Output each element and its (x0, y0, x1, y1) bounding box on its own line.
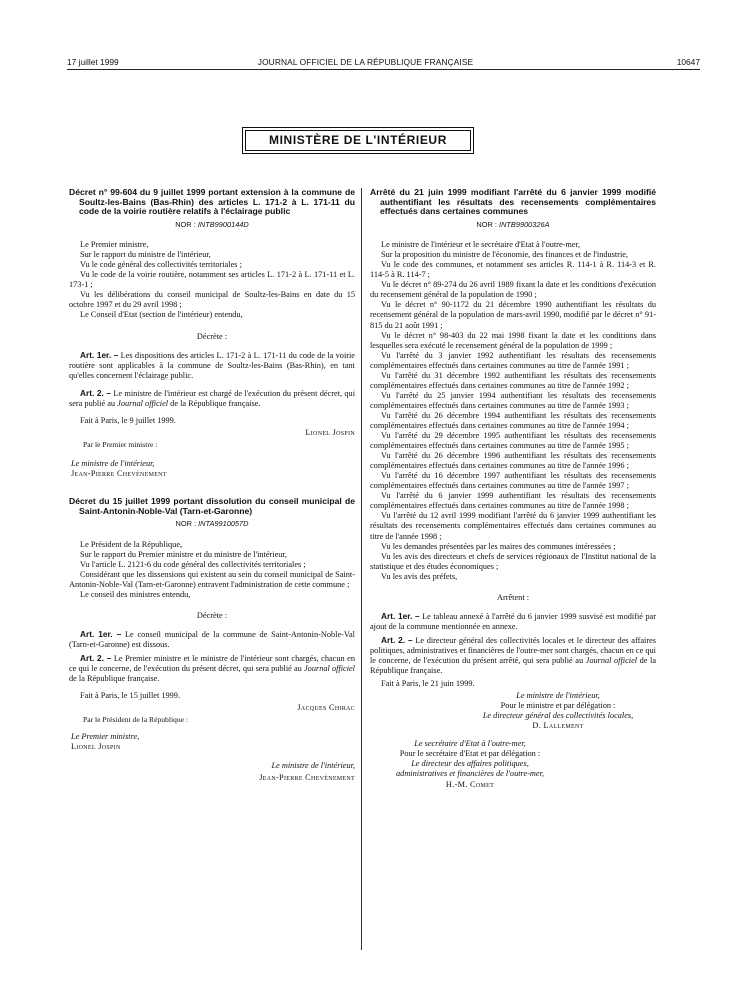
decree1-article-1: Art. 1er. – Les dispositions des articles L. 171-2 à L. 171-11 du code de la voirie routière sont applicables à la commune de Soultz-les-Bains (Bas-Rhin), en tant qu'elles concernent l'éclairage public. (69, 349, 355, 380)
arrete-visa: Vu l'arrêté du 6 janvier 1999 authentifiant les résultats des recensements complémentaires effectués dans certaines communes au titre de l'année 1998 ; (370, 491, 656, 511)
arrete-visa: Vu l'arrêté du 16 décembre 1997 authentifiant les résultats des recensements complémentaires effectués dans certaines communes au titre de l'année 1997 ; (370, 471, 656, 491)
sig1-name: D. Lallement (532, 721, 584, 731)
sig1-title: Le ministre de l'intérieur, (516, 691, 600, 701)
decree1-nor: NOR : INTB9900144D (175, 220, 249, 230)
decree1-visa: Le Conseil d'Etat (section de l'intérieur) entendu, (80, 310, 243, 320)
arrete-visa: Vu le décret n° 89-274 du 26 avril 1989 fixant la date et les conditions d'exécution du recensement général de la population de 1990 ; (370, 280, 656, 300)
arrete-visa: Le ministre de l'intérieur et le secrétaire d'Etat à l'outre-mer, (381, 240, 581, 250)
decree2-par: Par le Président de la République : (83, 715, 189, 725)
decree1-visa: Sur le rapport du ministre de l'intérieur, (80, 250, 211, 260)
decree1-visa: Vu le code de la voirie routière, notamment ses articles L. 171-2 à L. 171-11 et L. 173-1 ; (69, 270, 355, 290)
decree2-visa: Vu l'article L. 2121-6 du code général des collectivités territoriales ; (80, 559, 306, 569)
ministry-heading: MINISTÈRE DE L'INTÉRIEUR (242, 127, 474, 154)
decree2-decrete: Décrète : (196, 610, 228, 620)
arrete-visa: Vu l'arrêté du 12 avril 1999 modifiant l'arrêté du 6 janvier 1999 authentifiant les résultats des recensements complémentaires effectués dans certaines communes au titre de l'année 1998 ; (370, 511, 656, 541)
column-divider (361, 188, 362, 950)
decree2-minister-name: Jean-Pierre Chevènement (259, 773, 355, 783)
decree1-article-2: Art. 2. – Le ministre de l'intérieur est chargé de l'exécution du présent décret, qui sera publié au Journal officiel de la République française. (69, 387, 355, 408)
arrete-visa: Vu les demandes présentées par les maires des communes intéressées ; (381, 541, 616, 551)
arrete-visa: Vu l'arrêté du 31 décembre 1992 authentifiant les résultats des recensements complémentaires effectués dans certaines communes au titre de l'année 1992 ; (370, 370, 656, 390)
arrete-title: Arrêté du 21 juin 1999 modifiant l'arrêté du 6 janvier 1999 modifié authentifiant les résultats des recensements complémentaires effectués dans certaines communes (370, 187, 656, 217)
decree2-minister-title: Le ministre de l'intérieur, (271, 761, 355, 771)
header-date: 17 juillet 1999 (67, 57, 119, 67)
header-rule (67, 69, 700, 70)
arrete-arretent: Arrêtent : (496, 592, 530, 602)
arrete-fait: Fait à Paris, le 21 juin 1999. (381, 679, 475, 689)
arrete-signature-1 (370, 691, 656, 731)
decree1-title: Décret n° 99-604 du 9 juillet 1999 portant extension à la commune de Soultz-les-Bains (Bas-Rhin) des articles L. 171-2 à L. 171-11 du code de la voirie routière relatifs à l'éclairage public (69, 187, 355, 217)
decree2-article-1: Art. 1er. – Le conseil municipal de la commune de Saint-Antonin-Noble-Val (Tarn-et-Garonne) est dissous. (69, 628, 355, 649)
journal-title: JOURNAL OFFICIEL DE LA RÉPUBLIQUE FRANÇAISE (257, 57, 474, 67)
arrete-signature-2 (370, 739, 570, 789)
arrete-article-2: Art. 2. – Le directeur général des collectivités locales et le directeur des affaires politiques, administratives et financières de l'outre-mer sont chargés, chacun en ce qui le concerne, de l'exécution du présent arrêté, qui sera publié au Journal officiel de la République française. (370, 634, 657, 676)
decree2-visa: Le Président de la République, (80, 539, 183, 549)
decree1-signatory: Lionel Jospin (305, 427, 355, 437)
sig1-role: Le directeur général des collectivités locales, (482, 711, 634, 721)
arrete-visa: Vu l'arrêté du 26 décembre 1996 authentifiant les résultats des recensements complémentaires effectués dans certaines communes au titre de l'année 1996 ; (370, 451, 656, 471)
sig2-name: H.-M. Comet (445, 779, 495, 789)
arrete-nor: NOR : INTB9900326A (476, 220, 550, 230)
arrete-visa: Sur la proposition du ministre de l'économie, des finances et de l'industrie, (381, 250, 629, 260)
arrete-article-1: Art. 1er. – Le tableau annexé à l'arrêté du 6 janvier 1999 susvisé est modifié par ajout de la commune mentionnée en annexe. (370, 610, 656, 631)
arrete-visa: Vu l'arrêté du 29 décembre 1995 authentifiant les résultats des recensements complémentaires effectués dans certaines communes au titre de l'année 1995 ; (370, 431, 656, 451)
decree2-visa: Considérant que les dissensions qui existent au sein du conseil municipal de Saint-Antonin-Noble-Val (Tarn-et-Garonne) entravent l'administration de cette commune ; (69, 569, 355, 589)
decree1-fait: Fait à Paris, le 9 juillet 1999. (80, 415, 176, 425)
sig2-role-2: administratives et financières de l'outre-mer, (396, 769, 544, 779)
decree1-minister-title: Le ministre de l'intérieur, (71, 458, 155, 468)
page-number: 10647 (676, 57, 700, 67)
arrete-visa: Vu les avis des préfets, (381, 571, 458, 581)
decree2-pm-title: Le Premier ministre, (71, 732, 140, 742)
decree1-visa: Vu les délibérations du conseil municipal de Soultz-les-Bains en date du 15 octobre 1997 et du 29 avril 1998 ; (69, 290, 355, 310)
arrete-visa: Vu l'arrêté du 3 janvier 1992 authentifiant les résultats des recensements complémentaires effectués dans certaines communes au titre de l'année 1991 ; (370, 350, 656, 370)
arrete-visa: Vu le décret n° 98-403 du 22 mai 1998 fixant la date et les conditions dans lesquelles sera exécuté le recensement général de la population de 1999 ; (370, 330, 656, 350)
decree1-decrete: Décrète : (196, 331, 228, 341)
sig2-role-1: Le directeur des affaires politiques, (411, 759, 529, 769)
decree1-par: Par le Premier ministre : (83, 439, 158, 449)
sig2-title: Le secrétaire d'Etat à l'outre-mer, (414, 739, 526, 749)
decree2-signatory: Jacques Chirac (297, 703, 355, 713)
arrete-visa: Vu les avis des directeurs et chefs de services régionaux de l'Institut national de la statistique et des études économiques ; (370, 551, 656, 571)
arrete-visa: Vu le code des communes, et notamment ses articles R. 114-1 à R. 114-3 et R. 114-5 à R. 114-7 ; (370, 260, 656, 280)
arrete-visa: Vu le décret n° 90-1172 du 21 décembre 1990 authentifiant les résultats du recensement général de la population de mars-avril 1990, modifié par le décret n° 91-815 du 21 août 1991 ; (370, 300, 656, 330)
arrete-visa: Vu l'arrêté du 25 janvier 1994 authentifiant les résultats des recensements complémentaires effectués dans certaines communes au titre de l'année 1993 ; (370, 390, 656, 410)
decree2-pm-name: Lionel Jospin (71, 742, 121, 752)
left-column (69, 188, 355, 785)
decree1-visa: Vu le code général des collectivités territoriales ; (80, 260, 242, 270)
page-header (0, 0, 731, 67)
decree2-visa: Sur le rapport du Premier ministre et du ministre de l'intérieur, (80, 549, 287, 559)
sig2-delegation: Pour le secrétaire d'Etat et par délégation : (399, 749, 541, 759)
arrete-visa: Vu l'arrêté du 26 décembre 1994 authentifiant les résultats des recensements complémentaires effectués dans certaines communes au titre de l'année 1994 ; (370, 410, 656, 430)
decree2-article-2: Art. 2. – Le Premier ministre et le ministre de l'intérieur sont chargés, chacun en ce qui le concerne, de l'exécution du présent décret, qui sera publié au Journal officiel de la République française. (69, 652, 355, 684)
decree1-minister-name: Jean-Pierre Chevènement (71, 469, 167, 478)
decree2-nor: NOR : INTA9910057D (175, 519, 249, 529)
right-column (370, 188, 656, 790)
sig1-delegation: Pour le ministre et par délégation : (500, 701, 616, 711)
decree2-fait: Fait à Paris, le 15 juillet 1999. (80, 691, 181, 701)
decree1-visa: Le Premier ministre, (80, 240, 149, 250)
decree2-title: Décret du 15 juillet 1999 portant dissolution du conseil municipal de Saint-Antonin-Noble-Val (Tarn-et-Garonne) (69, 496, 355, 516)
decree2-visa: Le conseil des ministres entendu, (80, 589, 191, 599)
